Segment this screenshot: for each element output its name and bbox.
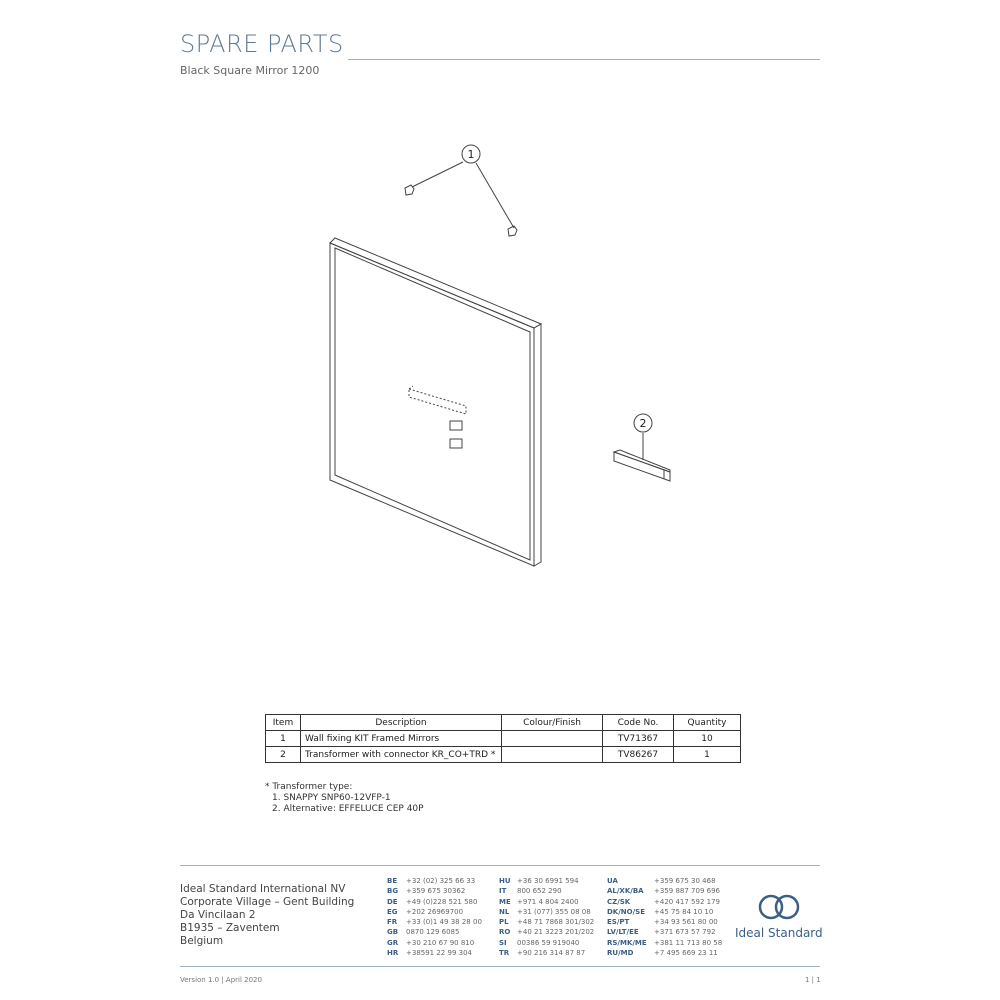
phone-number: +381 11 713 80 58 bbox=[654, 938, 723, 947]
country-code: UA bbox=[607, 877, 618, 885]
col-finish-header: Colour/Finish bbox=[502, 715, 603, 731]
table-row bbox=[266, 731, 741, 747]
country-code: IT bbox=[499, 887, 507, 896]
col-quantity-header: Quantity bbox=[674, 715, 741, 731]
col-description-header: Description bbox=[301, 715, 502, 731]
phone-number: 00386 59 919040 bbox=[517, 938, 580, 947]
mirror-frame bbox=[330, 238, 541, 566]
brand-name: Ideal Standard bbox=[735, 926, 823, 940]
page-subtitle: Black Square Mirror 1200 bbox=[180, 64, 320, 77]
item-cell: 1 bbox=[266, 731, 301, 747]
version-info: Version 1.0 | April 2020 bbox=[180, 976, 262, 984]
contacts-column-1 bbox=[387, 876, 482, 958]
country-code: GR bbox=[387, 938, 399, 947]
phone-number: +38591 22 99 304 bbox=[406, 949, 472, 958]
phone-number: +7 495 669 23 11 bbox=[654, 949, 718, 958]
finish-cell bbox=[502, 731, 603, 747]
phone-number: +49 (0)228 521 580 bbox=[406, 897, 478, 906]
quantity-cell: 10 bbox=[674, 731, 741, 747]
brand-logo-icon bbox=[757, 893, 801, 921]
address-line: Corporate Village – Gent Building bbox=[180, 896, 355, 908]
phone-number: +33 (0)1 49 38 28 00 bbox=[406, 918, 482, 927]
table-header-row bbox=[266, 715, 741, 731]
phone-number: +202 26969700 bbox=[406, 907, 464, 916]
mounting-rail bbox=[409, 386, 466, 414]
table-row bbox=[266, 747, 741, 763]
note-line: 1. SNAPPY SNP60-12VFP-1 bbox=[272, 793, 391, 803]
country-code: RS/MK/ME bbox=[607, 938, 647, 947]
country-code: PL bbox=[499, 918, 509, 927]
col-code-header: Code No. bbox=[603, 715, 674, 731]
phone-number: +359 675 30 468 bbox=[654, 877, 716, 885]
spare-parts-table bbox=[265, 714, 741, 763]
code-cell: TV86267 bbox=[603, 747, 674, 763]
country-code: BE bbox=[387, 877, 398, 885]
code-cell: TV71367 bbox=[603, 731, 674, 747]
contacts-column-2 bbox=[499, 876, 594, 958]
quantity-cell: 1 bbox=[674, 747, 741, 763]
country-code: ES/PT bbox=[607, 918, 630, 927]
phone-number: +90 216 314 87 87 bbox=[517, 949, 586, 958]
phone-number: +34 93 561 80 00 bbox=[654, 918, 718, 927]
address-line: Ideal Standard International NV bbox=[180, 883, 346, 895]
country-code: FR bbox=[387, 918, 398, 927]
note-line: 2. Alternative: EFFELUCE CEP 40P bbox=[272, 804, 424, 814]
callout-1-label: 1 bbox=[467, 148, 475, 161]
phone-number: +971 4 804 2400 bbox=[517, 897, 579, 906]
col-item-header: Item bbox=[266, 715, 301, 731]
country-code: GB bbox=[387, 928, 399, 937]
country-code: RO bbox=[499, 928, 511, 937]
country-code: DE bbox=[387, 897, 398, 906]
phone-number: +420 417 592 179 bbox=[654, 897, 720, 906]
note-heading: * Transformer type: bbox=[265, 782, 353, 792]
country-code: DK/NO/SE bbox=[607, 907, 645, 916]
company-address bbox=[180, 883, 354, 948]
address-line: B1935 – Zaventem bbox=[180, 922, 280, 934]
phone-number: +32 (02) 325 66 33 bbox=[406, 877, 476, 885]
phone-number: +359 675 30362 bbox=[406, 887, 466, 896]
description-cell: Transformer with connector KR_CO+TRD * bbox=[301, 747, 502, 763]
country-code: RU/MD bbox=[607, 949, 634, 958]
country-code: ME bbox=[499, 897, 511, 906]
finish-cell bbox=[502, 747, 603, 763]
footer-bottom-divider bbox=[180, 966, 820, 967]
transformer bbox=[614, 450, 670, 481]
country-code: SI bbox=[499, 938, 507, 947]
callout-2-label: 2 bbox=[639, 417, 647, 430]
country-code: HU bbox=[499, 877, 511, 885]
page-title: SPARE PARTS bbox=[180, 30, 344, 58]
phone-number: 800 652 290 bbox=[517, 887, 562, 896]
description-cell: Wall fixing KIT Framed Mirrors bbox=[301, 731, 502, 747]
country-code: BG bbox=[387, 887, 399, 896]
country-code: TR bbox=[499, 949, 510, 958]
country-code: LV/LT/EE bbox=[607, 928, 639, 937]
item-cell: 2 bbox=[266, 747, 301, 763]
page-number: 1 | 1 bbox=[805, 976, 821, 984]
mirror-hooks bbox=[450, 421, 462, 448]
phone-number: 0870 129 6085 bbox=[406, 928, 460, 937]
country-code: NL bbox=[499, 907, 510, 916]
country-code: HR bbox=[387, 949, 399, 958]
footer-top-divider bbox=[180, 865, 820, 866]
country-code: CZ/SK bbox=[607, 897, 631, 906]
address-line: Da Vincilaan 2 bbox=[180, 909, 256, 921]
phone-number: +40 21 3223 201/202 bbox=[517, 928, 595, 937]
phone-number: +36 30 6991 594 bbox=[517, 877, 579, 885]
phone-number: +45 75 84 10 10 bbox=[654, 907, 714, 916]
contacts-column-3 bbox=[607, 876, 722, 958]
country-code: EG bbox=[387, 907, 398, 916]
phone-number: +31 (077) 355 08 08 bbox=[517, 907, 591, 916]
phone-number: +371 673 57 792 bbox=[654, 928, 716, 937]
country-code: AL/XK/BA bbox=[607, 887, 644, 896]
phone-number: +48 71 7868 301/302 bbox=[517, 918, 595, 927]
address-line: Belgium bbox=[180, 935, 224, 947]
wall-fixing bbox=[405, 185, 517, 236]
phone-number: +359 887 709 696 bbox=[654, 887, 720, 896]
phone-number: +30 210 67 90 810 bbox=[406, 938, 475, 947]
transformer-note bbox=[265, 782, 424, 815]
